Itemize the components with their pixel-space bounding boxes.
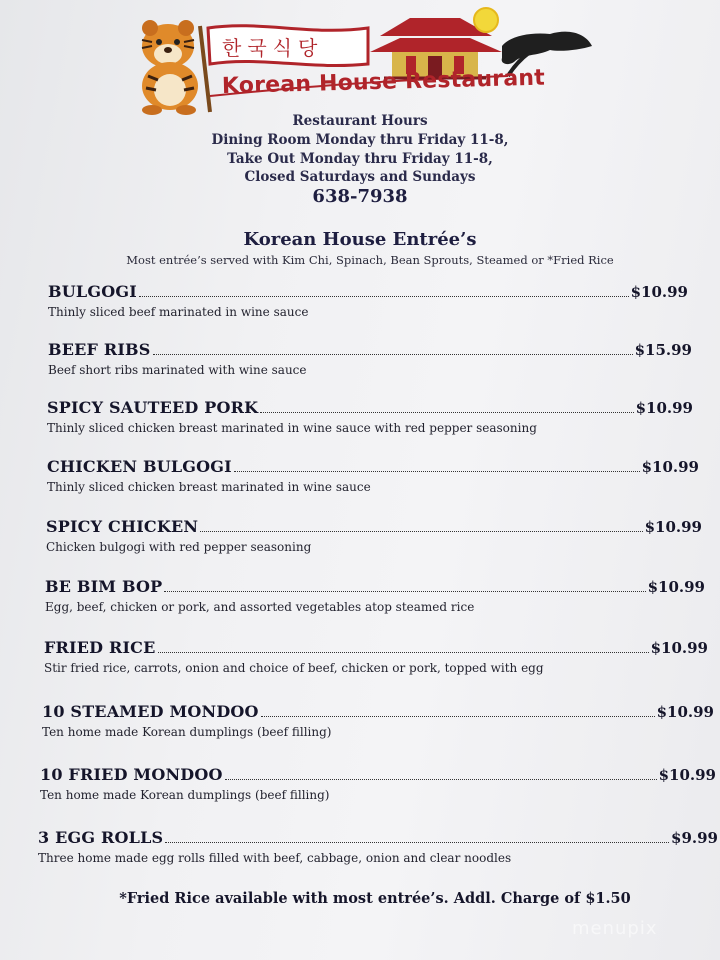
menu-item-price: $10.99 xyxy=(644,518,702,536)
menu-item-name: SPICY CHICKEN xyxy=(46,517,199,536)
menu-item xyxy=(46,517,702,563)
menu-item-name: BEEF RIBS xyxy=(48,340,151,359)
dot-leader xyxy=(225,779,657,780)
section-title: Korean House Entrée’s xyxy=(243,229,477,250)
dot-leader xyxy=(165,842,669,843)
menu-item xyxy=(48,340,692,386)
watermark: menupix xyxy=(572,918,658,939)
hours-closed: Closed Saturdays and Sundays xyxy=(244,169,476,185)
hours-title: Restaurant Hours xyxy=(292,113,428,129)
menu-item-price: $10.99 xyxy=(656,703,714,721)
menu-item xyxy=(40,765,716,811)
menu-item-description: Ten home made Korean dumplings (beef filling) xyxy=(42,725,332,739)
menu-item-price: $10.99 xyxy=(647,578,705,596)
menu-item xyxy=(45,577,705,623)
menu-item-description: Thinly sliced beef marinated in wine sauce xyxy=(48,305,309,319)
menu-item xyxy=(42,702,714,748)
menu-item xyxy=(48,282,688,328)
menu-item-name: 10 STEAMED MONDOO xyxy=(42,702,259,721)
menu-item-description: Ten home made Korean dumplings (beef filling) xyxy=(40,788,330,802)
menu-item-name: CHICKEN BULGOGI xyxy=(47,457,232,476)
sun-icon xyxy=(474,8,498,32)
dot-leader xyxy=(261,716,655,717)
menu-item-name: BE BIM BOP xyxy=(45,577,163,596)
menu-item-price: $10.99 xyxy=(630,283,688,301)
dot-leader xyxy=(200,531,642,532)
menu-item-description: Three home made egg rolls filled with beef, cabbage, onion and clear noodles xyxy=(38,851,512,865)
menu-item-name: FRIED RICE xyxy=(44,638,156,657)
phone-number: 638-7938 xyxy=(312,186,408,207)
menu-item-price: $10.99 xyxy=(658,766,716,784)
menu-item-name: SPICY SAUTEED PORK xyxy=(47,398,259,417)
menu-item xyxy=(38,828,718,874)
menu-item-price: $10.99 xyxy=(641,458,699,476)
menu-item-description: Chicken bulgogi with red pepper seasoning xyxy=(46,540,312,554)
fried-rice-footnote: *Fried Rice available with most entrée’s. Addl. Charge of $1.50 xyxy=(119,890,631,907)
menu-item xyxy=(47,398,693,444)
menu-item-name: 10 FRIED MONDOO xyxy=(40,765,223,784)
dot-leader xyxy=(153,354,633,355)
menu-item-description: Egg, beef, chicken or pork, and assorted vegetables atop steamed rice xyxy=(45,600,475,614)
dot-leader xyxy=(260,412,633,413)
dot-leader xyxy=(164,591,645,592)
menu-item-description: Thinly sliced chicken breast marinated in wine sauce xyxy=(47,480,371,494)
dot-leader xyxy=(234,471,640,472)
dot-leader xyxy=(139,296,629,297)
menu-item-price: $10.99 xyxy=(635,399,693,417)
menu-item-description: Thinly sliced chicken breast marinated in wine sauce with red pepper seasoning xyxy=(47,421,537,435)
restaurant-name: Korean House Restaurant xyxy=(221,65,546,99)
hours-take-out: Take Out Monday thru Friday 11-8, xyxy=(227,151,493,167)
menu-item xyxy=(44,638,708,684)
section-subtitle: Most entrée’s served with Kim Chi, Spinach, Bean Sprouts, Steamed or *Fried Rice xyxy=(126,253,614,267)
menu-item-name: BULGOGI xyxy=(48,282,137,301)
logo-hangul-text: 한국식당 xyxy=(222,36,324,60)
tiger-mascot-icon xyxy=(142,20,210,115)
hours-dining-room: Dining Room Monday thru Friday 11-8, xyxy=(211,132,509,148)
dot-leader xyxy=(158,652,649,653)
menu-item xyxy=(47,457,699,503)
restaurant-logo xyxy=(130,6,600,116)
menu-item-price: $15.99 xyxy=(634,341,692,359)
menu-item-description: Stir fried rice, carrots, onion and choice of beef, chicken or pork, topped with egg xyxy=(44,661,544,675)
menu-item-price: $10.99 xyxy=(650,639,708,657)
menu-item-price: $9.99 xyxy=(671,829,718,847)
menu-item-name: 3 EGG ROLLS xyxy=(38,828,164,847)
menu-item-description: Beef short ribs marinated with wine sauce xyxy=(48,363,307,377)
